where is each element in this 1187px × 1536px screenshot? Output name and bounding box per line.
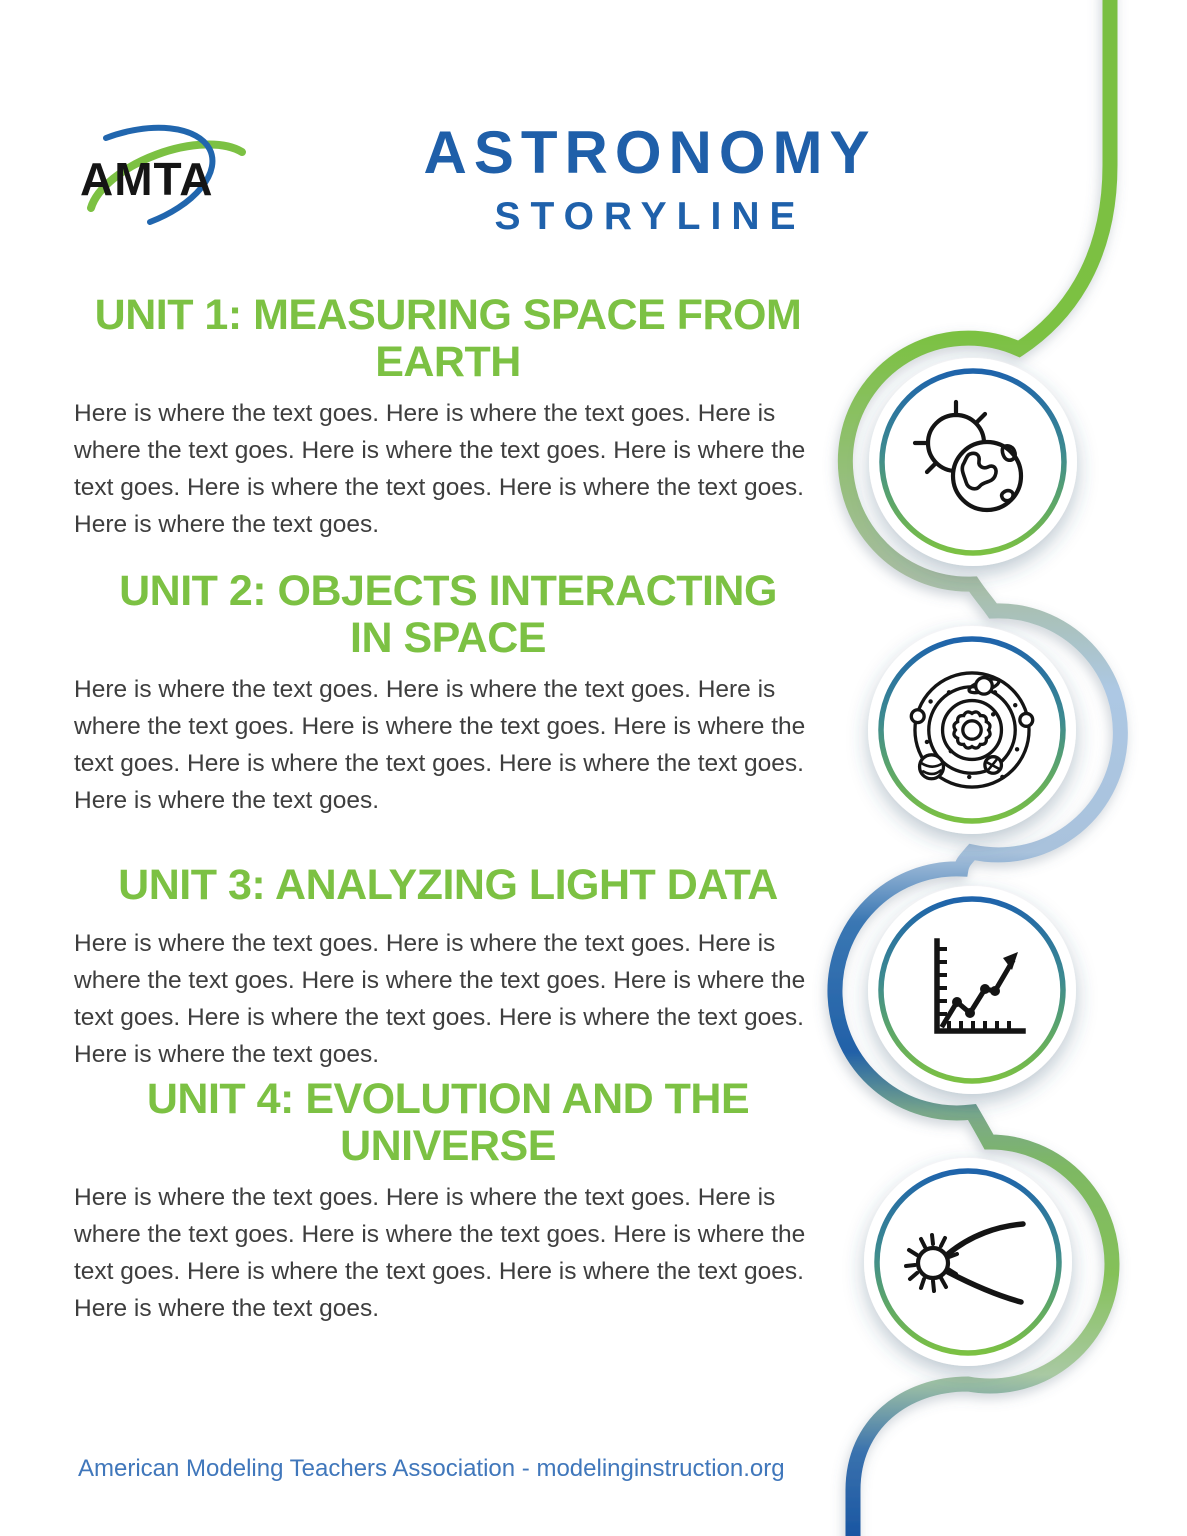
unit-2-medallion xyxy=(868,626,1076,834)
unit-2-heading-line-1: UNIT 2: OBJECTS INTERACTING xyxy=(119,567,777,615)
unit-1-heading-line-2: EARTH xyxy=(375,338,521,386)
unit-1-body: Here is where the text goes. Here is where the text goes. Here is where the text goes. Here is where the text goes. Here is where the text goes. Here is where the text goes. Here is where the text goes. Here is where the text goes. xyxy=(74,400,806,538)
unit-4-heading-line-1: UNIT 4: EVOLUTION AND THE xyxy=(146,1075,750,1123)
unit-1-medallion xyxy=(869,358,1077,566)
unit-3-body: Here is where the text goes. Here is where the text goes. Here is where the text goes. Here is where the text goes. Here is where the text goes. Here is where the text goes. Here is where the text goes. Here is where the text goes. xyxy=(74,930,806,1068)
unit-3-section xyxy=(58,862,838,1073)
unit-1-heading-line-1: UNIT 1: MEASURING SPACE FROM xyxy=(94,291,802,339)
unit-2-heading xyxy=(58,568,838,662)
unit-4-heading xyxy=(58,1076,838,1170)
amta-logo-text: AMTA xyxy=(80,153,214,205)
unit-3-heading xyxy=(58,862,838,909)
header xyxy=(320,118,980,239)
unit-4-body: Here is where the text goes. Here is where the text goes. Here is where the text goes. Here is where the text goes. Here is where the text goes. Here is where the text goes. Here is where the text goes. Here is where the text goes. xyxy=(74,1184,806,1322)
amta-logo xyxy=(66,108,266,240)
page-title: ASTRONOMY xyxy=(423,119,877,186)
unit-2-body: Here is where the text goes. Here is where the text goes. Here is where the text goes. Here is where the text goes. Here is where the text goes. Here is where the text goes. Here is where the text goes. Here is where the text goes. xyxy=(74,676,806,814)
unit-2-heading-line-2: IN SPACE xyxy=(350,614,546,662)
footer-text: American Modeling Teachers Association - modelinginstruction.org xyxy=(78,1455,785,1482)
unit-4-medallion xyxy=(864,1158,1072,1366)
unit-1-heading xyxy=(58,292,838,386)
unit-4-heading-line-2: UNIVERSE xyxy=(340,1122,556,1170)
unit-4-section xyxy=(58,1076,838,1327)
page-subtitle: STORYLINE xyxy=(494,195,806,238)
unit-3-medallion xyxy=(868,886,1076,1094)
unit-1-section xyxy=(58,292,838,543)
unit-3-heading-line-1: UNIT 3: ANALYZING LIGHT DATA xyxy=(118,861,778,909)
unit-2-section xyxy=(58,568,838,819)
